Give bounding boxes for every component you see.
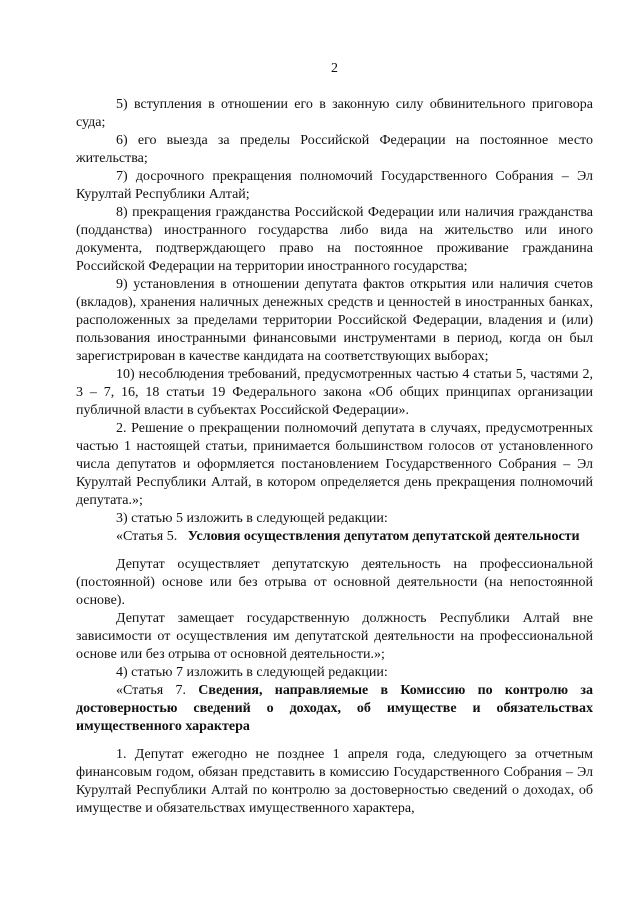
article-7-heading [76,682,593,736]
article-5-heading [76,528,593,546]
paragraph-item-8: 8) прекращения гражданства Российской Федерации или наличия гражданства (подданства) иностранного государства либо вида на жительство или иного документа, подтверждающего право на постоянное проживание гражданина Российской Федерации на территории иностранного государства; [76,205,593,274]
article-5-paragraph-2: Депутат замещает государственную должность Республики Алтай вне зависимости от осуществления им депутатской деятельности на профессиональной основе или без отрыва от основной деятельности.»; [76,611,593,662]
page-number: 2 [331,61,338,76]
article-7-prefix: «Статья 7. [116,683,187,698]
article-5-intro: 3) статью 5 изложить в следующей редакции: [116,511,388,526]
article-7-intro: 4) статью 7 изложить в следующей редакции: [116,665,388,680]
article-7-paragraph-1: 1. Депутат ежегодно не позднее 1 апреля года, следующего за отчетным финансовым годом, обязан представить в комиссию Государственного Собрания – Эл Курултай Республики Алтай по контролю за достоверностью сведений о доходах, об имуществе и обязательствах имущественного характера, [76,747,593,816]
paragraph-item-9: 9) установления в отношении депутата фактов открытия или наличия счетов (вкладов), хранения наличных денежных средств и ценностей в иностранных банках, расположенных за пределами территории Российской Федерации, владения и (или) пользования иностранными финансовыми инструментами в период, когда он был зарегистрирован в качестве кандидата на соответствующих выборах; [76,277,593,364]
paragraph-item-7: 7) досрочного прекращения полномочий Государственного Собрания – Эл Курултай Республики Алтай; [76,169,593,202]
paragraph-item-6: 6) его выезда за пределы Российской Федерации на постоянное место жительства; [76,133,593,166]
article-5-paragraph-1: Депутат осуществляет депутатскую деятельность на профессиональной (постоянной) основе или без отрыва от основной деятельности (на непостоянной основе). [76,557,593,608]
paragraph-part-2: 2. Решение о прекращении полномочий депутата в случаях, предусмотренных частью 1 настоящей статьи, принимается большинством голосов от установленного числа депутатов и оформляется постановлением Государственного Собрания – Эл Курултай Республики Алтай, в котором определяется день прекращения полномочий депутата.»; [76,421,593,508]
article-5-title: Условия осуществления депутатом депутатской деятельности [187,529,580,544]
article-5-prefix: «Статья 5. [116,529,178,544]
article-7-title: Сведения, направляемые в Комиссию по контролю за достоверностью сведений о доходах, об имуществе и обязательствах имущественного характера [76,683,593,734]
paragraph-item-5: 5) вступления в отношении его в законную силу обвинительного приговора суда; [76,97,593,130]
paragraph-item-10: 10) несоблюдения требований, предусмотренных частью 4 статьи 5, частями 2, 3 – 7, 16, 18 статьи 19 Федерального закона «Об общих принципах организации публичной власти в субъектах Российской Федерации». [76,367,593,418]
